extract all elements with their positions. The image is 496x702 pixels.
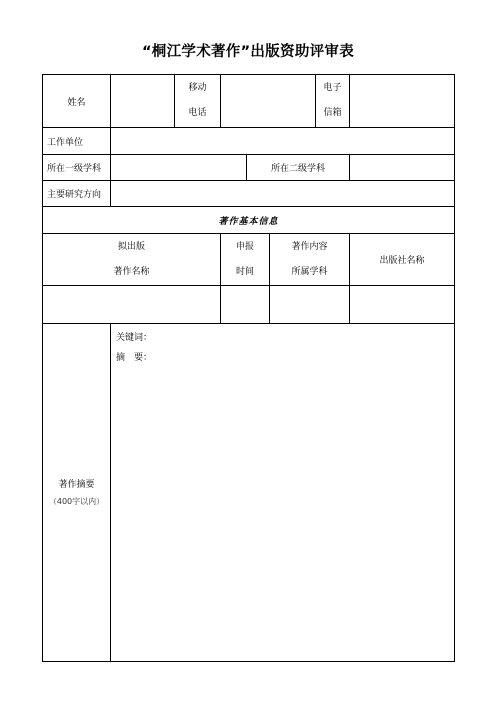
research-direction-value[interactable]: [111, 181, 455, 207]
phone-label: [175, 75, 221, 128]
abstract-note: （400字以内）: [48, 497, 105, 506]
planned-book-title-header: [43, 234, 221, 286]
summary-label: 摘 要：: [116, 353, 153, 363]
work-unit-value[interactable]: [111, 128, 455, 155]
name-value[interactable]: [111, 75, 175, 128]
planned-title-line2: 著作名称: [113, 266, 150, 277]
phone-label-line1: 移动: [188, 83, 207, 93]
apply-time-line1: 申报: [235, 241, 254, 252]
apply-time-line2: 时间: [235, 266, 254, 277]
email-label-line1: 电子: [323, 83, 342, 93]
planned-book-title-value[interactable]: [43, 286, 221, 324]
primary-discipline-label: 所在一级学科: [43, 155, 111, 181]
apply-time-header: [221, 234, 270, 286]
abstract-label-cell: [43, 324, 111, 662]
secondary-discipline-value[interactable]: [350, 155, 455, 181]
content-discipline-header: [270, 234, 350, 286]
planned-title-line1: 拟出版: [117, 241, 145, 252]
section-title: 著作基本信息: [43, 207, 455, 234]
publisher-header: 出版社名称: [350, 234, 455, 286]
phone-value[interactable]: [221, 75, 316, 128]
content-discipline-value[interactable]: [270, 286, 350, 324]
review-form-table: [42, 74, 455, 662]
keywords-label: 关键词：: [116, 333, 153, 343]
abstract-label: 著作摘要: [58, 480, 95, 490]
email-label: [316, 75, 350, 128]
email-value[interactable]: [350, 75, 455, 128]
name-label: 姓名: [43, 75, 111, 128]
content-discipline-line2: 所属学科: [291, 266, 328, 277]
apply-time-value[interactable]: [221, 286, 270, 324]
phone-label-line2: 电话: [188, 108, 207, 118]
secondary-discipline-label: 所在二级学科: [247, 155, 350, 181]
email-label-line2: 信箱: [323, 108, 342, 118]
work-unit-label: 工作单位: [43, 128, 111, 155]
form-title: “桐江学术著作”出版资助评审表: [141, 44, 355, 60]
research-direction-label: 主要研究方向: [43, 181, 111, 207]
primary-discipline-value[interactable]: [111, 155, 247, 181]
publisher-value[interactable]: [350, 286, 455, 324]
content-discipline-line1: 著作内容: [291, 241, 328, 252]
abstract-content[interactable]: [111, 324, 455, 662]
